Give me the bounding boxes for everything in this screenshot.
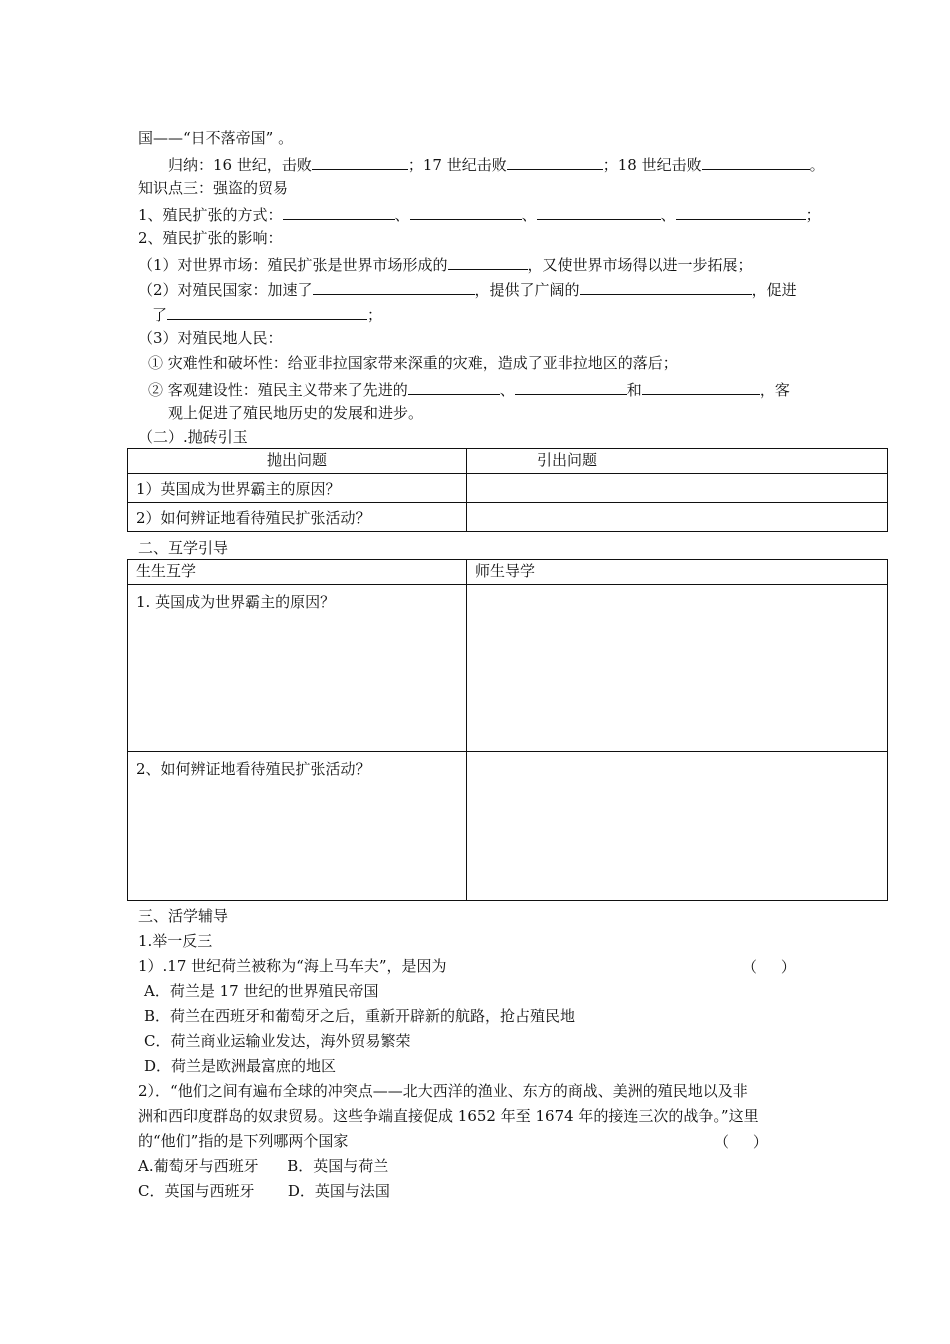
kp3-q2: 2、殖民扩张的影响： (138, 229, 283, 247)
kp3-w2-a: （2）对殖民国家：加速了 (138, 281, 313, 299)
kp3-colonial-country (138, 278, 797, 300)
blank-promote[interactable] (167, 303, 367, 320)
blank-world-market[interactable] (448, 253, 528, 270)
summary-text-c: ；18 世纪击败 (602, 156, 702, 174)
kp3-colony-people: （3）对殖民地人民： (138, 329, 283, 347)
question-2-stem-line2: 洲和西印度群岛的奴隶贸易。这些争端直接促成 1652 年至 1674 年的接连三次的战争。”这里 (138, 1107, 759, 1125)
posed-question-2: 2）如何辨证地看待殖民扩张活动？ (128, 503, 467, 532)
derived-question-2-cell[interactable] (467, 503, 888, 532)
peer-question-2: 2、如何辨证地看待殖民扩张活动？ (128, 752, 467, 901)
kp3-c2-b: 和 (626, 381, 642, 399)
kp3-c2-a: ② 客观建设性：殖民主义带来了先进的 (148, 381, 408, 399)
posed-question-1: 1）英国成为世界霸主的原因？ (128, 474, 467, 503)
kp3-w2-c: ，促进 (751, 281, 797, 299)
summary-line (168, 153, 825, 175)
blank-method-2[interactable] (410, 203, 522, 220)
blank-method-4[interactable] (676, 203, 806, 220)
question-1-option-a[interactable]: A．荷兰是 17 世纪的世界殖民帝国 (144, 982, 379, 1000)
blank-method-3[interactable] (537, 203, 661, 220)
kp3-w2-d: 了 (152, 306, 168, 324)
blank-advanced-2[interactable] (515, 378, 627, 395)
question-1-option-b[interactable]: B．荷兰在西班牙和葡萄牙之后，重新开辟新的航路，抢占殖民地 (144, 1007, 576, 1025)
blank-18c[interactable] (702, 153, 810, 170)
kp3-title: 知识点三：强盗的贸易 (138, 179, 289, 197)
derived-question-1-cell[interactable] (467, 474, 888, 503)
question-2-stem-line1: 2）．“他们之间有遍布全球的冲突点——北大西洋的渔业、东方的商战、美洲的殖民地以及非 (138, 1082, 748, 1100)
blank-17c[interactable] (507, 153, 603, 170)
question-1-option-c[interactable]: C．荷兰商业运输业发达，海外贸易繁荣 (144, 1032, 411, 1050)
header-teacher-guidance: 师生导学 (467, 560, 888, 585)
mutual-learning-table (127, 559, 888, 901)
header-derived-questions: 引出问题 (467, 449, 888, 474)
blank-advanced-1[interactable] (408, 378, 500, 395)
guidance-cell-2[interactable] (467, 752, 888, 901)
kp3-world-market (138, 253, 753, 275)
question-1-option-d[interactable]: D．荷兰是欧洲最富庶的地区 (144, 1057, 337, 1075)
question-table (127, 448, 888, 532)
header-peer-learning: 生生互学 (128, 560, 467, 585)
blank-accelerate[interactable] (313, 278, 475, 295)
kp3-q1-text: 1、殖民扩张的方式： (138, 206, 283, 224)
section-hd-sub: 1.举一反三 (138, 932, 213, 950)
summary-text-a: 归纳：16 世纪，击败 (168, 156, 312, 174)
kp3-w1-b: ，又使世界市场得以进一步拓展； (527, 256, 753, 274)
section-hx-title: 二、互学引导 (138, 539, 229, 557)
kp3-colonial-country-cont: 了 ； (152, 303, 382, 325)
question-2-stem-line3: 的“他们”指的是下列哪两个国家 (138, 1132, 349, 1150)
intro-line: 国——“日不落帝国” 。 (138, 129, 294, 147)
kp3-destructive: ① 灾难性和破坏性：给亚非拉国家带来深重的灾难，造成了亚非拉地区的落后； (148, 354, 678, 372)
guidance-cell-1[interactable] (467, 585, 888, 752)
question-2-options-row2[interactable]: C．英国与西班牙 D．英国与法国 (138, 1182, 390, 1200)
kp3-w1-a: （1）对世界市场：殖民扩张是世界市场形成的 (138, 256, 448, 274)
question-2-options-row1[interactable]: A.葡萄牙与西班牙 B．英国与荷兰 (138, 1157, 389, 1175)
blank-provide[interactable] (580, 278, 752, 295)
blank-16c[interactable] (312, 153, 408, 170)
peer-question-1: 1. 英国成为世界霸主的原因？ (128, 585, 467, 752)
summary-text-b: ；17 世纪击败 (407, 156, 507, 174)
blank-method-1[interactable] (283, 203, 395, 220)
kp3-q1: 1、殖民扩张的方式： 、 、 、 ； (138, 203, 821, 225)
question-1-stem: 1）.17 世纪荷兰被称为“海上马车夫”，是因为 (138, 957, 447, 975)
question-2-answer-paren[interactable]: （ ） (714, 1133, 768, 1151)
kp3-c2-c: ，客 (759, 381, 790, 399)
summary-end: 。 (809, 156, 825, 174)
kp3-w2-b: ，提供了广阔的 (474, 281, 580, 299)
section-pz-title: （二）.抛砖引玉 (138, 428, 248, 446)
question-1-answer-paren[interactable]: （ ） (742, 958, 796, 976)
kp3-constructive-cont: 观上促进了殖民地历史的发展和进步。 (168, 404, 424, 422)
section-hd-title: 三、活学辅导 (138, 907, 229, 925)
header-posed-questions: 抛出问题 (128, 449, 467, 474)
kp3-constructive: ② 客观建设性：殖民主义带来了先进的 、 和 ，客 (148, 378, 790, 400)
blank-advanced-3[interactable] (642, 378, 760, 395)
